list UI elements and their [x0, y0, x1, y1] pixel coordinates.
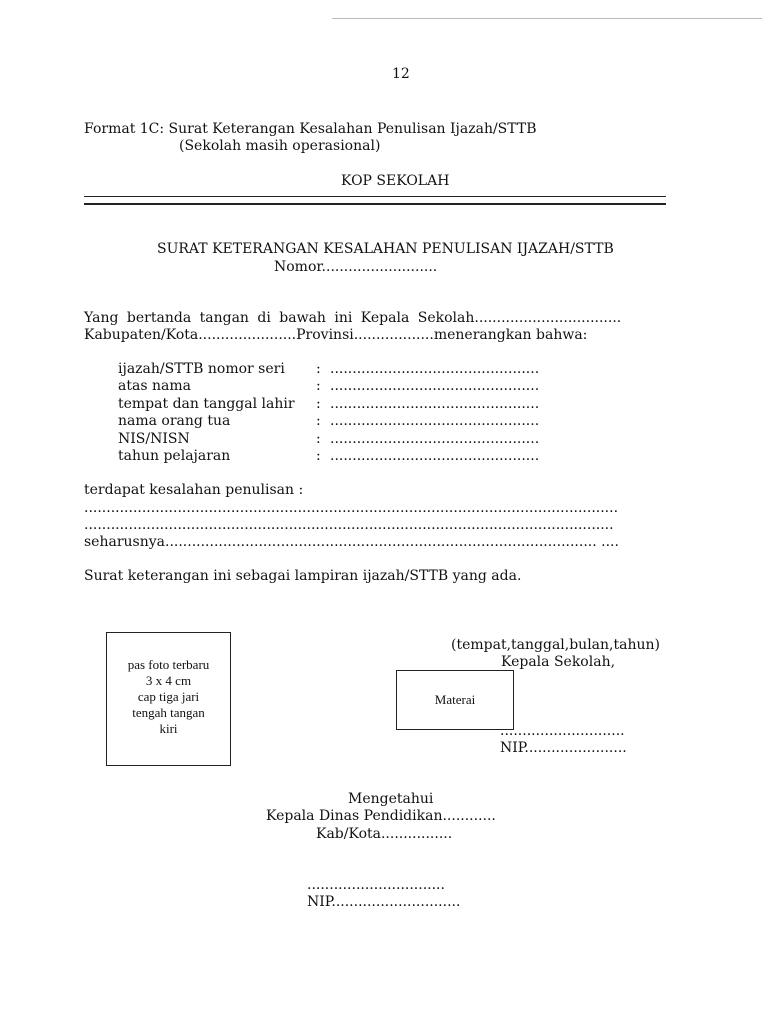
error-blank-2[interactable]: .......................................................................................................................	[84, 517, 614, 533]
letter-title: SURAT KETERANGAN KESALAHAN PENULISAN IJAZAH/STTB	[157, 241, 614, 257]
photo-box-line: 3 x 4 cm	[145, 673, 192, 688]
format-subtitle: (Sekolah masih operasional)	[179, 138, 381, 154]
field-value-blank[interactable]: ...............................................	[330, 361, 540, 377]
signer-role: Kepala Sekolah,	[501, 654, 616, 670]
field-label: tempat dan tanggal lahir	[118, 396, 295, 412]
letterhead-rule-bottom	[84, 203, 666, 205]
field-colon: :	[316, 431, 321, 447]
field-value-blank[interactable]: ...............................................	[330, 378, 540, 394]
acknowledge-name-blank[interactable]: ...............................	[307, 877, 445, 893]
should-be-line[interactable]: seharusnya................................................................................................. ....	[84, 534, 619, 550]
scan-mark-top	[332, 18, 762, 19]
field-value-blank[interactable]: ...............................................	[330, 431, 540, 447]
page-number: 12	[392, 66, 410, 82]
photo-box-line: pas foto terbaru	[127, 657, 210, 672]
field-colon: :	[316, 413, 321, 429]
intro-line-2: Kabupaten/Kota......................Provinsi..................menerangkan bahwa:	[84, 327, 588, 343]
photo-box	[106, 632, 231, 766]
photo-box-line: cap tiga jari	[137, 689, 200, 704]
signer-name-blank[interactable]: ............................	[500, 723, 625, 739]
intro-line-1: Yang bertanda tangan di bawah ini Kepala Sekolah.................................	[84, 310, 622, 326]
error-blank-1[interactable]: ........................................................................................................................	[84, 500, 619, 516]
field-value-blank[interactable]: ...............................................	[330, 413, 540, 429]
field-colon: :	[316, 448, 321, 464]
photo-box-line: tengah tangan	[132, 705, 205, 720]
attachment-statement: Surat keterangan ini sebagai lampiran ijazah/STTB yang ada.	[84, 568, 522, 584]
kop-sekolah: KOP SEKOLAH	[341, 173, 450, 189]
field-label: tahun pelajaran	[118, 448, 231, 464]
field-colon: :	[316, 361, 321, 377]
field-value-blank[interactable]: ...............................................	[330, 448, 540, 464]
stamp-box	[396, 670, 514, 730]
letterhead-rule-top	[84, 196, 666, 197]
acknowledge-role: Kepala Dinas Pendidikan............	[266, 808, 496, 824]
field-label: nama orang tua	[118, 413, 231, 429]
signer-nip[interactable]: NIP.......................	[500, 740, 627, 756]
field-colon: :	[316, 396, 321, 412]
field-label: NIS/NISN	[118, 431, 190, 447]
acknowledge-region: Kab/Kota................	[316, 826, 453, 842]
acknowledge-nip[interactable]: NIP.............................	[307, 894, 461, 910]
format-title: Format 1C: Surat Keterangan Kesalahan Penulisan Ijazah/STTB	[84, 121, 537, 137]
error-label: terdapat kesalahan penulisan :	[84, 482, 304, 498]
place-date: (tempat,tanggal,bulan,tahun)	[451, 637, 660, 653]
field-colon: :	[316, 378, 321, 394]
field-label: atas nama	[118, 378, 191, 394]
photo-box-line: kiri	[159, 721, 178, 736]
acknowledge-title: Mengetahui	[348, 791, 434, 807]
letter-number: Nomor..........................	[274, 259, 438, 275]
field-label: ijazah/STTB nomor seri	[118, 361, 285, 377]
stamp-label: Materai	[434, 692, 476, 707]
field-value-blank[interactable]: ...............................................	[330, 396, 540, 412]
